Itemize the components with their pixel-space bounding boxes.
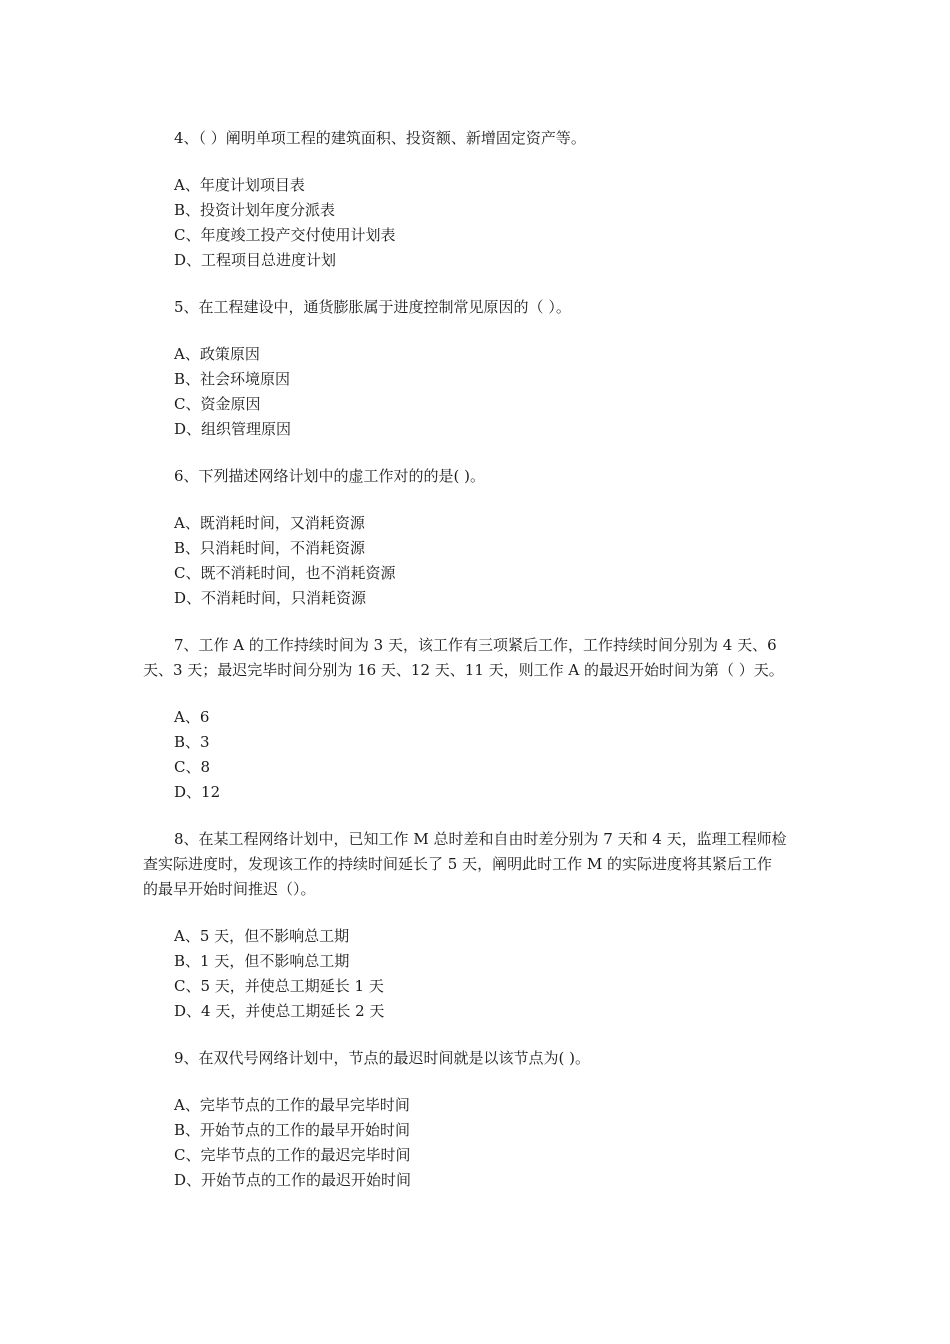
question-5-text: 5、在工程建设中，通货膨胀属于进度控制常见原因的（ ）。: [174, 298, 571, 316]
question-5-option-a: A、政策原因: [174, 345, 260, 363]
question-4-option-d: D、工程项目总进度计划: [174, 251, 337, 269]
question-6-option-c: C、既不消耗时间，也不消耗资源: [174, 564, 396, 582]
question-6-option-d: D、不消耗时间，只消耗资源: [174, 589, 367, 607]
question-6-text: 6、下列描述网络计划中的虚工作对的的是( )。: [174, 467, 486, 485]
question-4-option-b: B、投资计划年度分派表: [174, 201, 336, 219]
question-5-option-d: D、组织管理原因: [174, 420, 292, 438]
question-7-text-line-1: 7、工作 A 的工作持续时间为 3 天，该工作有三项紧后工作，工作持续时间分别为 4 天、6: [174, 636, 777, 654]
question-4-text: 4、（ ）阐明单项工程的建筑面积、投资额、新增固定资产等。: [174, 129, 586, 147]
question-7-option-b: B、3: [174, 733, 210, 751]
question-6-option-a: A、既消耗时间，又消耗资源: [174, 514, 365, 532]
question-9-option-c: C、完毕节点的工作的最迟完毕时间: [174, 1146, 411, 1164]
question-7-option-c: C、8: [174, 758, 211, 776]
question-5-option-b: B、社会环境原因: [174, 370, 291, 388]
question-9-option-b: B、开始节点的工作的最早开始时间: [174, 1121, 411, 1139]
question-7-option-a: A、6: [174, 708, 210, 726]
question-4-option-c: C、年度竣工投产交付使用计划表: [174, 226, 396, 244]
question-8-option-d: D、4 天，并使总工期延长 2 天: [174, 1002, 385, 1020]
question-8-option-c: C、5 天，并使总工期延长 1 天: [174, 977, 384, 995]
question-8-text-line-1: 8、在某工程网络计划中，已知工作 M 总时差和自由时差分别为 7 天和 4 天，监理工程师检: [174, 830, 787, 848]
question-7-text-line-2: 天、3 天；最迟完毕时间分别为 16 天、12 天、11 天，则工作 A 的最迟开始时间为第（ ）天。: [143, 661, 784, 679]
question-9-option-a: A、完毕节点的工作的最早完毕时间: [174, 1096, 410, 1114]
question-7-option-d: D、12: [174, 783, 221, 801]
question-8-option-a: A、5 天，但不影响总工期: [174, 927, 350, 945]
question-9-option-d: D、开始节点的工作的最迟开始时间: [174, 1171, 412, 1189]
question-9-text: 9、在双代号网络计划中，节点的最迟时间就是以该节点为( )。: [174, 1049, 591, 1067]
question-8-text-line-2: 查实际进度时，发现该工作的持续时间延长了 5 天，阐明此时工作 M 的实际进度将其紧后工作: [143, 855, 772, 873]
question-8-text-line-3: 的最早开始时间推迟（）。: [143, 880, 316, 898]
question-4-option-a: A、年度计划项目表: [174, 176, 305, 194]
question-5-option-c: C、资金原因: [174, 395, 261, 413]
question-8-option-b: B、1 天，但不影响总工期: [174, 952, 350, 970]
question-6-option-b: B、只消耗时间，不消耗资源: [174, 539, 366, 557]
